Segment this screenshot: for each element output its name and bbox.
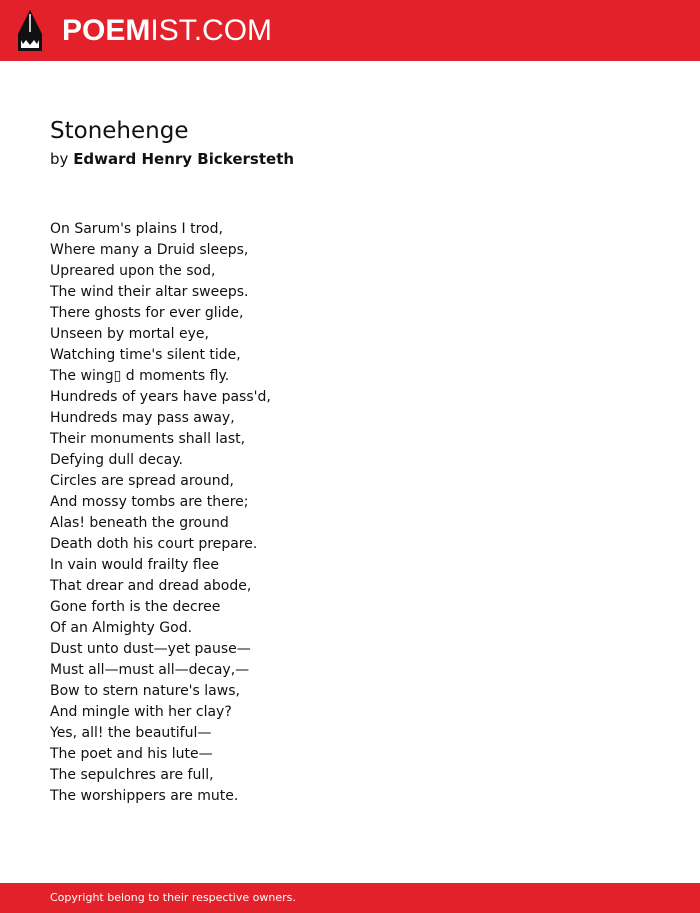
poem-line: The sepulchres are full, <box>50 767 214 783</box>
poem-line: Death doth his court prepare. <box>50 536 258 552</box>
copyright-text: Copyright belong to their respective owners. <box>50 891 296 904</box>
poem-line: Yes, all! the beautiful— <box>50 725 212 741</box>
by-label: by <box>50 150 69 168</box>
poem-line: There ghosts for ever glide, <box>50 305 244 321</box>
poem-author: Edward Henry Bickersteth <box>73 150 295 168</box>
site-header <box>0 0 700 61</box>
pen-nib-icon[interactable] <box>18 10 42 51</box>
poem-line: Gone forth is the decree <box>50 599 221 615</box>
poem-line: Bow to stern nature's laws, <box>50 683 240 699</box>
poem-line: The wing▯ d moments fly. <box>50 368 230 384</box>
poem-body <box>50 219 271 807</box>
poem-line: Where many a Druid sleeps, <box>50 242 249 258</box>
poem-title: Stonehenge <box>50 118 189 144</box>
poem-line: Of an Almighty God. <box>50 620 193 636</box>
logo-light-text: IST.COM <box>150 14 273 47</box>
poem-line: Unseen by mortal eye, <box>50 326 209 342</box>
poem-line: Must all—must all—decay,— <box>50 662 250 678</box>
poem-line: The worshippers are mute. <box>50 788 239 804</box>
poem-line: Circles are spread around, <box>50 473 234 489</box>
poem-line: Hundreds may pass away, <box>50 410 235 426</box>
site-footer <box>0 883 700 913</box>
poem-line: Defying dull decay. <box>50 452 183 468</box>
poem-line: Watching time's silent tide, <box>50 347 241 363</box>
poem-line: Alas! beneath the ground <box>50 515 229 531</box>
poem-line: In vain would frailty flee <box>50 557 219 573</box>
poem-line: The poet and his lute— <box>50 746 213 762</box>
poem-line: Their monuments shall last, <box>50 431 246 447</box>
poem-line: Upreared upon the sod, <box>50 263 216 279</box>
poem-line: Hundreds of years have pass'd, <box>50 389 271 405</box>
poem-line: Dust unto dust—yet pause— <box>50 641 251 657</box>
poem-byline <box>50 149 294 169</box>
poem-line: The wind their altar sweeps. <box>50 284 249 300</box>
poem-line: And mossy tombs are there; <box>50 494 249 510</box>
poem-line: On Sarum's plains I trod, <box>50 221 223 237</box>
site-logo[interactable] <box>62 14 272 48</box>
poem-line: That drear and dread abode, <box>50 578 252 594</box>
logo-bold-text: POEM <box>62 14 151 47</box>
poem-line: And mingle with her clay? <box>50 704 232 720</box>
